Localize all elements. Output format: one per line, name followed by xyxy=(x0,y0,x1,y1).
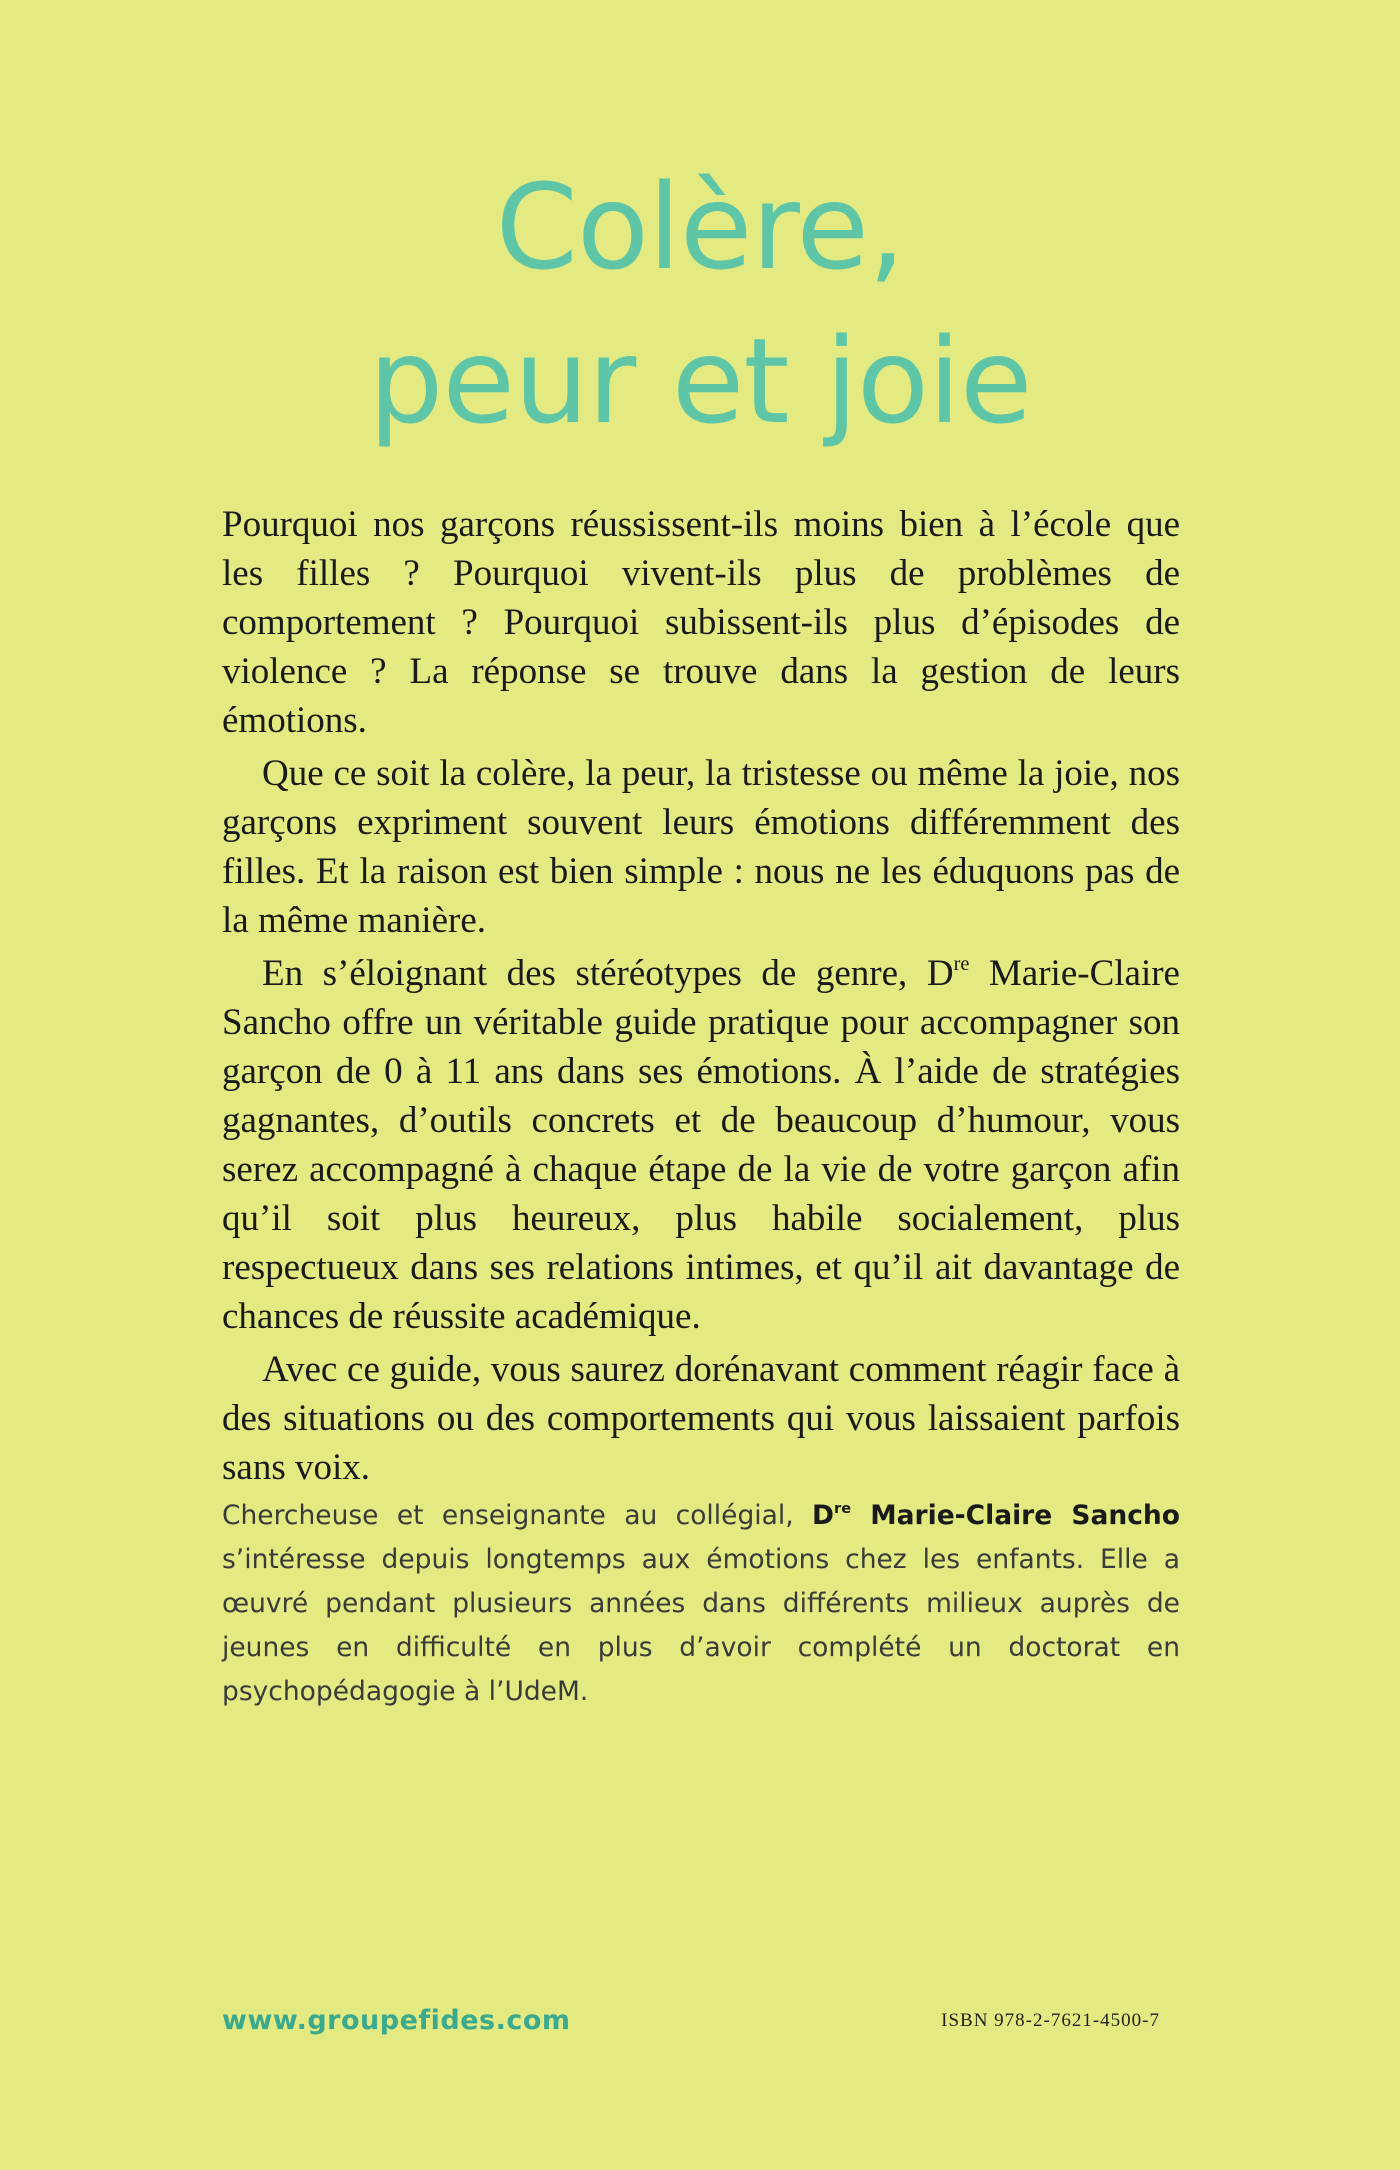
blurb-paragraph-3 xyxy=(222,949,1180,1341)
title-line-1: Colère, xyxy=(495,158,905,296)
book-blurb xyxy=(222,500,1180,1492)
author-bio xyxy=(222,1494,1180,1714)
author-name xyxy=(812,1500,1180,1531)
blurb-paragraph-2: Que ce soit la colère, la peur, la tristesse ou même la joie, nos garçons expriment souvent leurs émotions différemment des filles. Et la raison est bien simple : nous ne les éduquons pas de la même manière. xyxy=(222,753,1180,941)
bio-rest: s’intéresse depuis longtemps aux émotions chez les enfants. Elle a œuvré pendant plusieurs années dans différents milieux auprès de jeunes en difficulté en plus d’avoir complété un doctorat en psychopédagogie à l’UdeM. xyxy=(222,1544,1180,1707)
blurb-paragraph-4: Avec ce guide, vous saurez dorénavant comment réagir face à des situations ou des comportements qui vous laissaient parfois sans voix. xyxy=(222,1349,1180,1488)
author-sup: re xyxy=(834,1500,852,1518)
author-prefix: D xyxy=(812,1500,835,1531)
book-title xyxy=(0,150,1400,458)
blurb-p3-before: En s’éloignant des stéréotypes de genre, D xyxy=(262,953,954,994)
blurb-paragraph-1: Pourquoi nos garçons réussissent-ils moins bien à l’école que les filles ? Pourquoi vivent-ils plus de problèmes de comportement ? Pourquoi subissent-ils plus d’épisodes de violence ? La réponse se trouve dans la gestion de leurs émotions. xyxy=(222,504,1180,741)
blurb-p3-after: Marie-Claire Sancho offre un véritable guide pratique pour accompagner son garçon de 0 à 11 ans dans ses émotions. À l’aide de stratégies gagnantes, d’outils concrets et de beaucoup d’humour, vous serez accompagné à chaque étape de la vie de votre garçon afin qu’il soit plus heureux, plus habile socialement, plus respectueux dans ses relations intimes, et qu’il ait davantage de chances de réussite académique. xyxy=(222,953,1180,1337)
title-line-2: peur et joie xyxy=(368,312,1032,450)
author-name-text: Marie-Claire Sancho xyxy=(851,1500,1180,1531)
blurb-p3-sup: re xyxy=(953,952,970,975)
publisher-url[interactable]: www.groupefides.com xyxy=(222,2005,571,2036)
isbn-number: ISBN 978-2-7621-4500-7 xyxy=(941,2010,1160,2031)
bio-intro: Chercheuse et enseignante au collégial, xyxy=(222,1500,813,1531)
